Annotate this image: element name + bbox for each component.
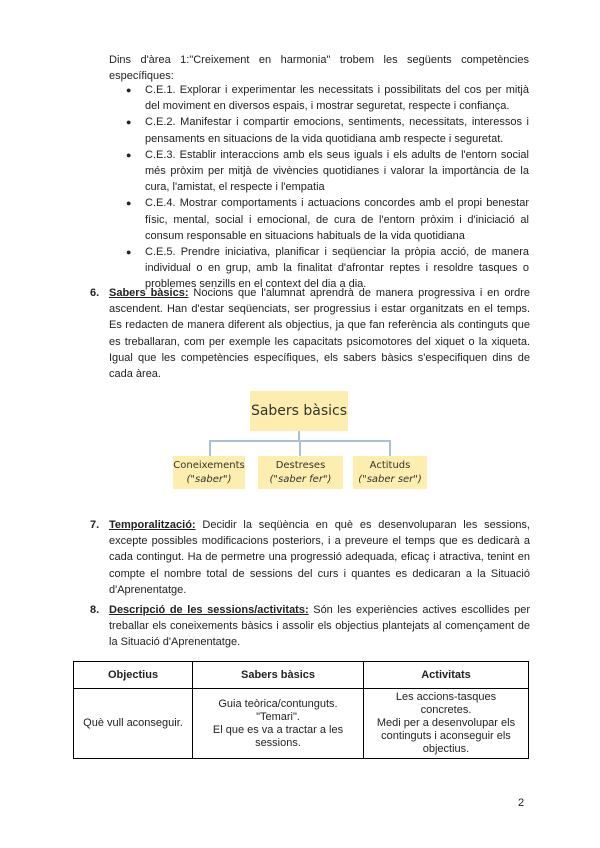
table-cell: Què vull aconseguir. xyxy=(74,689,193,759)
page-number: 2 xyxy=(518,797,525,809)
table-header-cell: Objectius xyxy=(74,662,193,689)
connector-line xyxy=(389,440,391,456)
section-sabers-basics xyxy=(90,285,530,382)
section-title: Descripció de les sessions/activitats: xyxy=(109,604,309,616)
diagram-box-destreses xyxy=(258,456,343,489)
diagram-box-label: Actituds xyxy=(369,460,411,471)
list-item xyxy=(109,147,529,196)
section-text: Són les experiències actives escollides per treballar els coneixements bàsics i assolir els objectius plantejats al començament de la Situació d'Aprenentatge. xyxy=(109,604,530,649)
section-text: Nocions que l'alumnat aprendrà de manera progressiva i en ordre ascendent. Han d'estar seqüenciats, ser progressius i estar organitzats en el temps. Es redacten de manera diferent als objectius, ja que fan referència als continguts que es treballaran, com per exemple les capacitats psicomotores del xiquet o la xiqueta. Igual que les competències específiques, els sabers bàsics s'especifiquen dins de cada àrea. xyxy=(109,287,530,381)
section-number: 7. xyxy=(90,519,100,531)
diagram-title-box: Sabers bàsics xyxy=(250,391,348,431)
bullet-icon: ● xyxy=(126,85,132,95)
section-text: Decidir la seqüència en què es desenvoluparan les sessions, excepte possibles modificacions posteriors, i a preveure el temps que es dedicarà a cada contingut. Ha de permetre una progressió adequada, eficaç i atractiva, tenint en compte el nombre total de sessions del curs i quantes es dedicaran a la Situació d'Aprenentatge. xyxy=(109,519,530,596)
connector-line xyxy=(299,440,301,456)
diagram-box-label: Destreses xyxy=(275,460,326,471)
table-cell: Guia teòrica/contunguts. "Temari". El que es va a tractar a les sessions. xyxy=(193,689,364,759)
activities-table xyxy=(73,661,529,759)
section-descripcio-sessions xyxy=(90,602,530,651)
diagram-box-sub: ("saber") xyxy=(186,474,232,485)
table-header-row xyxy=(74,662,529,689)
list-item xyxy=(109,114,529,146)
competencies-list xyxy=(109,82,529,293)
list-item xyxy=(109,82,529,114)
diagram-box-sub: ("saber fer") xyxy=(269,474,332,485)
connector-line xyxy=(298,431,300,441)
section-number: 8. xyxy=(90,604,100,616)
table-row xyxy=(74,689,529,759)
competency-text: C.E.2. Manifestar i compartir emocions, sentiments, necessitats, interessos i pensaments en situacions de la vida quotidiana amb respecte i seguretat. xyxy=(145,116,529,145)
competency-text: C.E.4. Mostrar comportaments i actuacions concordes amb el propi benestar físic, mental, social i emocional, de cura de l'entorn pròxim i d'iniciació al consum responsable en situacions habituals de la vida quotidiana xyxy=(145,197,529,242)
section-number: 6. xyxy=(90,287,100,299)
bullet-icon: ● xyxy=(126,117,132,128)
section-temporalitzacio xyxy=(90,517,530,598)
section-body xyxy=(109,602,530,651)
section-title: Sabers bàsics: xyxy=(109,287,189,299)
table-header-cell: Activitats xyxy=(364,662,529,689)
diagram-box-sub: ("saber ser") xyxy=(358,474,422,485)
competency-text: C.E.1. Explorar i experimentar les necessitats i possibilitats del cos per mitjà del moviment en diversos espais, i mostrar seguretat, respecte i confiança. xyxy=(145,84,529,113)
competency-text: C.E.3. Establir interaccions amb els seus iguals i els adults de l'entorn social més pròxim per mitjà de vivències quotidianes i valorar la importància de la cura, l'amistat, el respecte i l'empatia xyxy=(145,148,529,194)
list-item xyxy=(109,195,529,244)
bullet-icon: ● xyxy=(126,149,132,160)
section-body xyxy=(109,517,530,598)
connector-line xyxy=(209,440,211,456)
section-title: Temporalització: xyxy=(109,519,196,531)
diagram-box-actituds xyxy=(353,456,427,489)
section-body xyxy=(109,285,530,382)
connector-line xyxy=(209,440,391,442)
table-header-cell: Sabers bàsics xyxy=(193,662,364,689)
diagram-box-label: Coneixements xyxy=(173,460,245,471)
diagram-box-coneixements xyxy=(173,456,245,489)
bullet-icon: ● xyxy=(126,198,132,209)
table-cell: Les accions-tasques concretes. Medi per a desenvolupar els continguts i aconseguir els objectius. xyxy=(364,689,529,759)
bullet-icon: ● xyxy=(126,247,132,258)
competency-text: C.E.5. Prendre iniciativa, planificar i seqüenciar la pròpia acció, de manera individual o en grup, amb la finalitat d'afrontar reptes i resoldre tasques o problemes senzills en el context del dia a dia. xyxy=(145,246,529,291)
intro-paragraph: Dins d'àrea 1:"Creixement en harmonia" trobem les següents competències específiques: xyxy=(109,54,529,82)
